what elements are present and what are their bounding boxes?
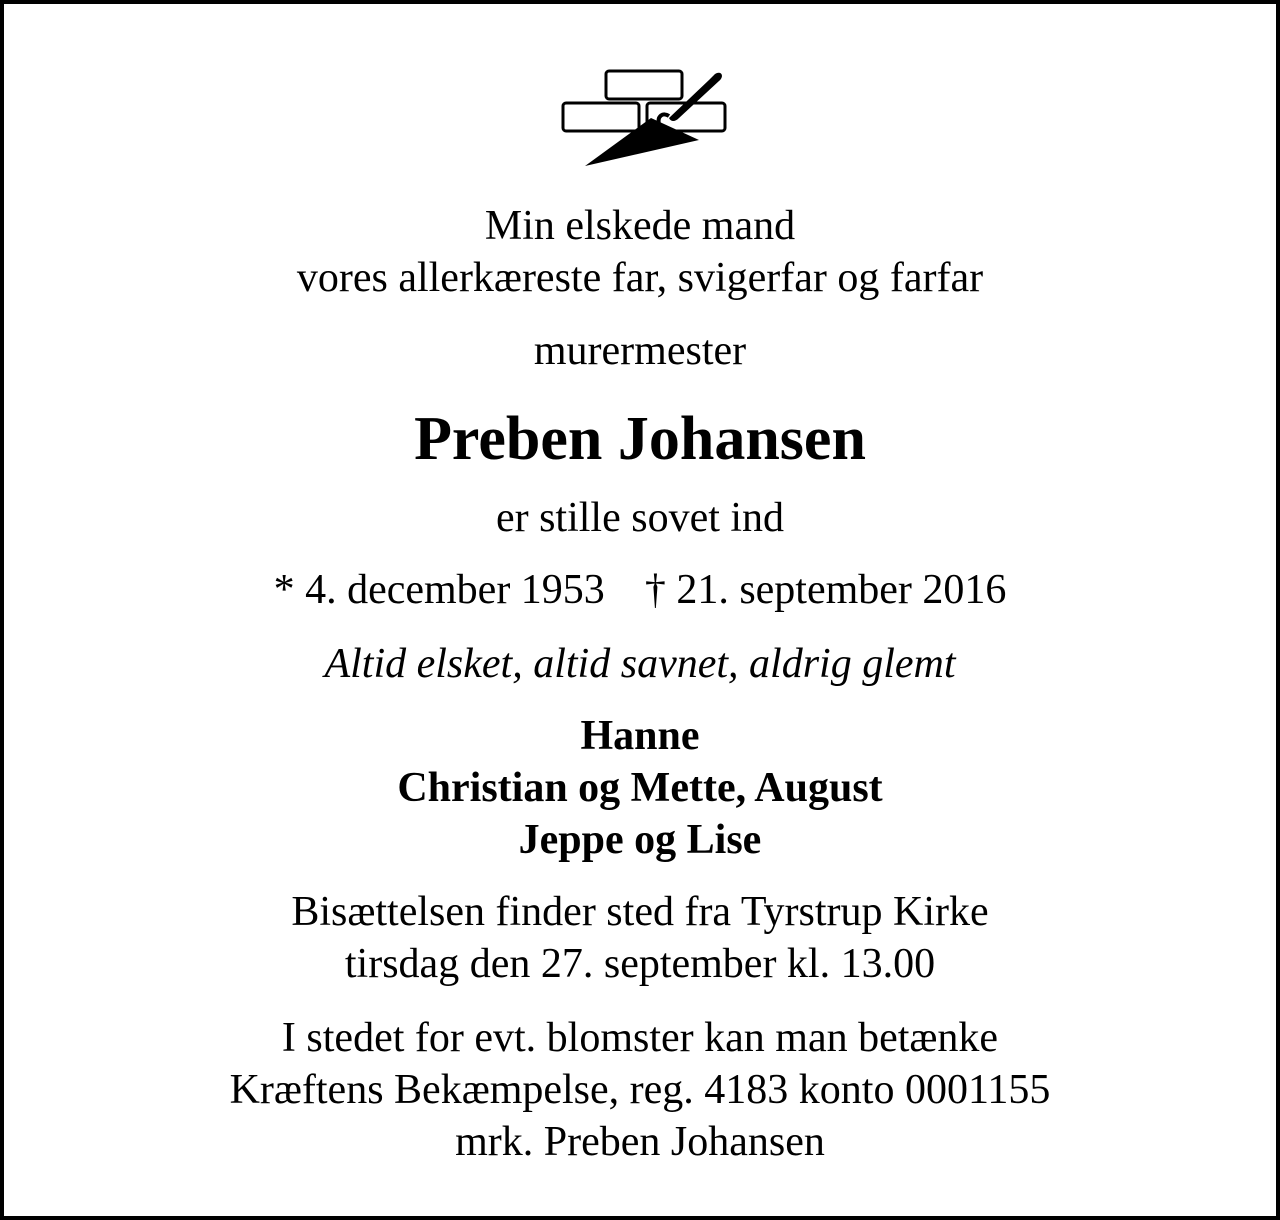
donation-line-2: Kræftens Bekæmpelse, reg. 4183 konto 0001155 [229, 1067, 1051, 1113]
funeral-info [4, 886, 1276, 990]
life-dates [4, 564, 1276, 616]
motto: Altid elsket, altid savnet, aldrig glemt [324, 641, 956, 687]
donation-line-3: mrk. Preben Johansen [455, 1119, 825, 1165]
family-line-3: Jeppe og Lise [518, 817, 762, 863]
death-date: † 21. september 2016 [644, 567, 1007, 613]
passing-phrase: er stille sovet ind [495, 495, 785, 541]
family-line-2: Christian og Mette, August [397, 765, 883, 811]
family-names [4, 710, 1276, 866]
service-line-1: Bisættelsen finder sted fra Tyrstrup Kirke [291, 889, 989, 935]
intro-line-1: Min elskede mand [484, 203, 796, 249]
service-line-2: tirsdag den 27. september kl. 13.00 [344, 941, 936, 987]
occupation: murermester [533, 328, 747, 374]
birth-date: * 4. december 1953 [273, 567, 605, 613]
deceased-name: Preben Johansen [414, 405, 866, 473]
family-line-1: Hanne [580, 713, 700, 759]
donation-line-1: I stedet for evt. blomster kan man betænke [281, 1015, 999, 1061]
intro-line-2: vores allerkæreste far, svigerfar og farfar [296, 255, 984, 301]
donation-info [4, 1012, 1276, 1168]
trowel-and-bricks-icon [559, 66, 729, 174]
intro-text [4, 200, 1276, 304]
